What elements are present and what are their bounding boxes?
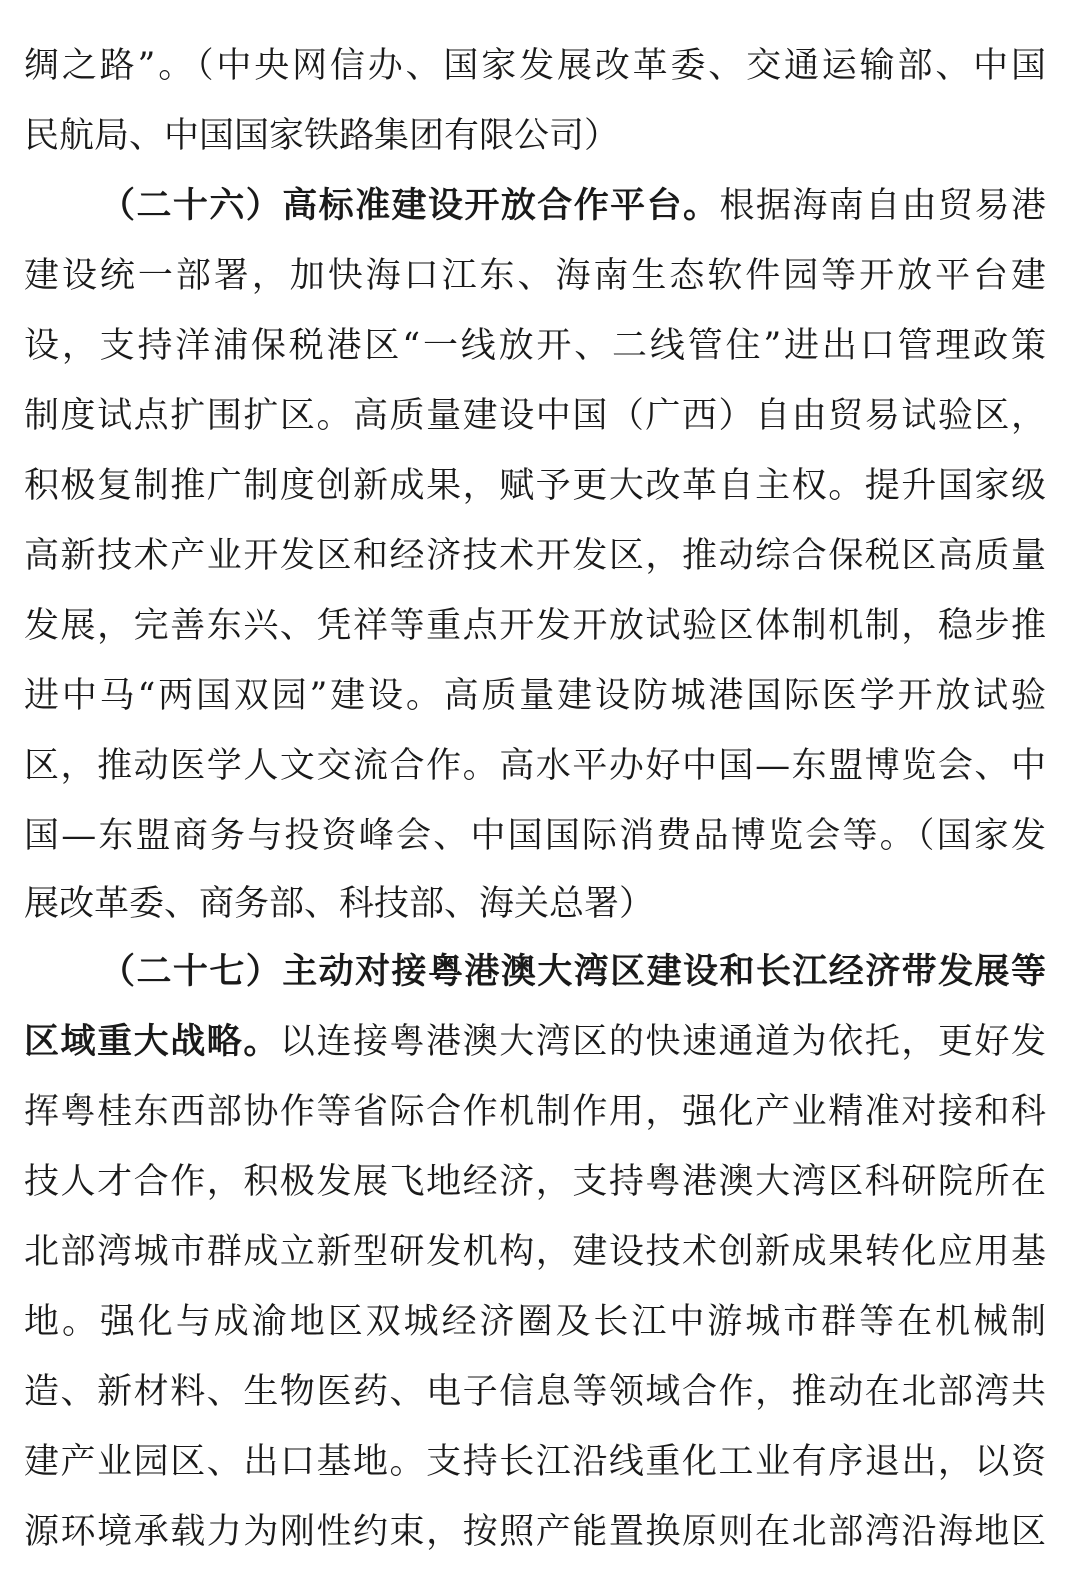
text-line: 建设统一部署，加快海口江东、海南生态软件园等开放平台建 [24, 256, 1046, 296]
text-line: 造、新材料、生物医药、电子信息等领域合作，推动在北部湾共 [24, 1372, 1046, 1412]
text-line: 挥粤桂东西部协作等省际合作机制作用，强化产业精准对接和科 [24, 1092, 1046, 1132]
text-line: 源环境承载力为刚性约束，按照产能置换原则在北部湾沿海地区 [24, 1512, 1046, 1552]
text-line: 积极复制推广制度创新成果，赋予更大改革自主权。提升国家级 [24, 466, 1046, 506]
section-heading-27-cont: 区域重大战略。 [24, 1022, 280, 1062]
text-line: 地。强化与成渝地区双城经济圈及长江中游城市群等在机械制 [24, 1302, 1046, 1342]
section-heading-27: （二十七）主动对接粤港澳大湾区建设和长江经济带发展等 [100, 952, 1046, 992]
text-line: 建产业园区、出口基地。支持长江沿线重化工业有序退出，以资 [24, 1442, 1046, 1482]
text-run: 以连接粤港澳大湾区的快速通道为依托，更好发 [279, 1022, 1046, 1062]
text-line: 技人才合作，积极发展飞地经济，支持粤港澳大湾区科研院所在 [24, 1162, 1046, 1202]
text-line: 国—东盟商务与投资峰会、中国国际消费品博览会等。（国家发 [24, 816, 1046, 856]
text-line: 绸之路”。（中央网信办、国家发展改革委、交通运输部、中国 [24, 46, 1046, 86]
paragraph-heading-line [100, 171, 1046, 241]
paragraph-heading-line [24, 1007, 1046, 1077]
text-line: 区，推动医学人文交流合作。高水平办好中国—东盟博览会、中 [24, 746, 1046, 786]
text-line: 发展，完善东兴、凭祥等重点开发开放试验区体制机制，稳步推 [24, 606, 1046, 646]
text-line: 民航局、中国国家铁路集团有限公司） [24, 116, 620, 156]
text-run: 根据海南自由贸易港 [719, 186, 1046, 226]
text-line: 展改革委、商务部、科技部、海关总署） [24, 884, 655, 924]
text-line: 进中马“两国双园”建设。高质量建设防城港国际医学开放试验 [24, 676, 1046, 716]
text-line: 北部湾城市群成立新型研发机构，建设技术创新成果转化应用基 [24, 1232, 1046, 1272]
text-line: 高新技术产业开发区和经济技术开发区，推动综合保税区高质量 [24, 536, 1046, 576]
section-heading-26: （二十六）高标准建设开放合作平台。 [100, 186, 720, 226]
text-line: 设，支持洋浦保税港区“一线放开、二线管住”进出口管理政策 [24, 326, 1046, 366]
text-line: 制度试点扩围扩区。高质量建设中国（广西）自由贸易试验区， [24, 396, 1046, 436]
